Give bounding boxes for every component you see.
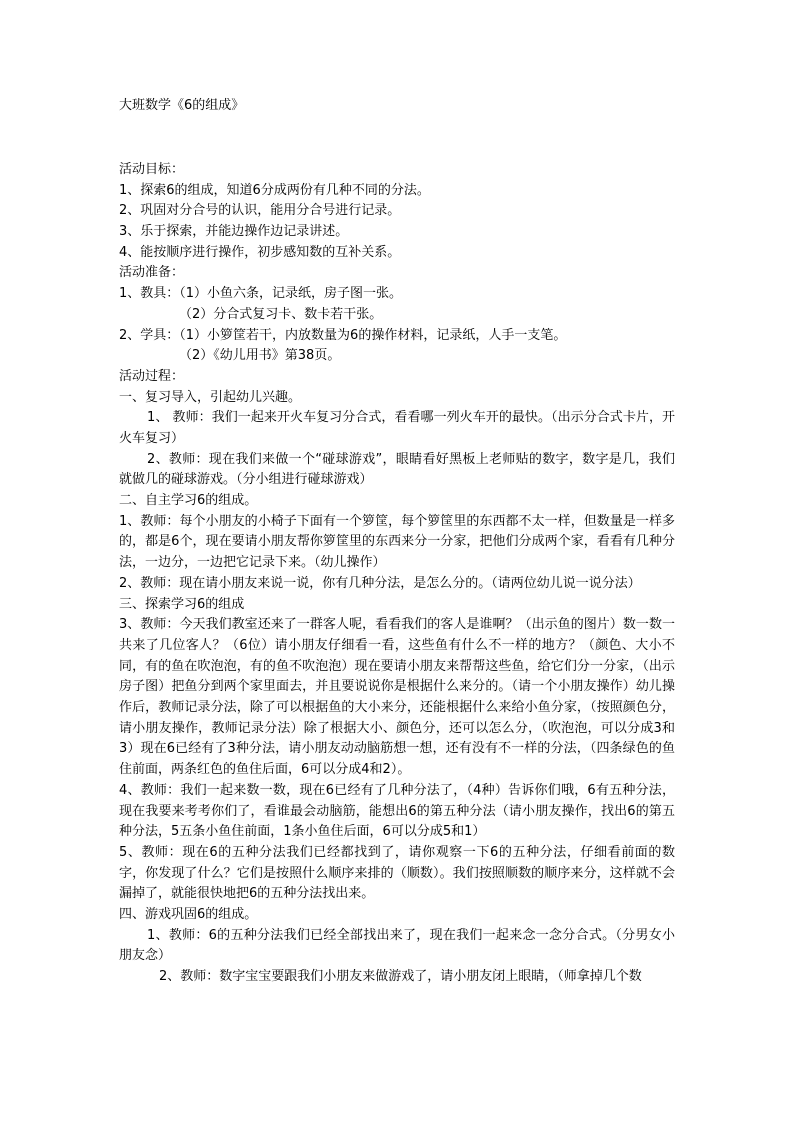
- paragraph: 2、教师：现在我们来做一个“碰球游戏”，眼睛看好黑板上老师贴的数字，数字是几，我们就做几的碰球游戏。（分小组进行碰球游戏）: [119, 451, 675, 488]
- paragraph: 5、教师：现在6的五种分法我们已经都找到了，请你观察一下6的五种分法，仔细看前面的数字，你发现了什么？它们是按照什么顺序来排的（顺数）。我们按照顺数的顺序来分，这样就不会漏掉了，就能很快地把6的五种分法找出来。: [119, 844, 675, 902]
- goal-item: 1、探索6的组成，知道6分成两份有几种不同的分法。: [119, 182, 430, 198]
- paragraph: 2、教师：现在请小朋友来说一说，你有几种分法，是怎么分的。（请两位幼儿说一说分法）: [119, 575, 641, 591]
- document-title: 大班数学《6的组成》: [119, 98, 245, 113]
- goal-item: 3、乐于探索，并能边操作边记录讲述。: [119, 224, 349, 240]
- section-heading: 一、复习导入，引起幼儿兴趣。: [119, 389, 302, 405]
- section-heading: 二、自主学习6的组成。: [119, 493, 258, 509]
- goal-item: 4、能按顺序进行操作，初步感知数的互补关系。: [119, 244, 401, 260]
- section-heading: 三、探索学习6的组成: [119, 596, 245, 612]
- prep-item: 1、教具：（1）小鱼六条，记录纸，房子图一张。: [119, 286, 403, 302]
- prep-item: （2）分合式复习卡、数卡若干张。: [179, 306, 383, 322]
- paragraph: 2、教师：数字宝宝要跟我们小朋友来做游戏了，请小朋友闭上眼睛，（师拿掉几个数: [159, 969, 642, 985]
- section-heading: 四、游戏巩固6的组成。: [119, 907, 258, 923]
- goals-heading: 活动目标：: [119, 162, 185, 177]
- process-heading: 活动过程：: [119, 368, 185, 384]
- paragraph: 1、教师：6的五种分法我们已经全部找出来了，现在我们一起来念一念分合式。（分男女小朋友念）: [119, 927, 675, 964]
- paragraph: 4、教师：我们一起来数一数，现在6已经有了几种分法了，（4种）告诉你们哦，6有五种分法，现在我要来考考你们了，看谁最会动脑筋，能想出6的第五种分法（请小朋友操作，找出6的第五种分法，5五条小鱼住前面，1条小鱼住后面，6可以分成5和1）: [119, 782, 675, 840]
- paragraph: 3、教师：今天我们教室还来了一群客人呢，看看我们的客人是谁啊？（出示鱼的图片）数一数一共来了几位客人？（6位）请小朋友仔细看一看，这些鱼有什么不一样的地方？（颜色、大小不同，有的鱼在吹泡泡，有的鱼不吹泡泡）现在要请小朋友来帮帮这些鱼，给它们分一分家，（出示房子图）把鱼分到两个家里面去，并且要说说你是根据什么来分的。（请一个小朋友操作）幼儿操作后，教师记录分法，除了可以根据鱼的大小来分，还能根据什么来给小鱼分家，（按照颜色分，请小朋友操作，教师记录分法）除了根据大小、颜色分，还可以怎么分，（吹泡泡，可以分成3和3）现在6已经有了3种分法，请小朋友动动脑筋想一想，还有没有不一样的分法，（四条绿色的鱼住前面，两条红色的鱼住后面，6可以分成4和2）。: [119, 617, 675, 778]
- paragraph: 1、 教师：我们一起来开火车复习分合式，看看哪一列火车开的最快。（出示分合式卡片，开火车复习）: [119, 410, 675, 446]
- prep-heading: 活动准备：: [119, 265, 185, 281]
- prep-item: 2、学具：（1）小箩筐若干，内放数量为6的操作材料，记录纸，人手一支笔。: [119, 327, 567, 343]
- paragraph: 1、教师：每个小朋友的小椅子下面有一个箩筐，每个箩筐里的东西都不太一样，但数量是一样多的，都是6个，现在要请小朋友帮你箩筐里的东西来分一分家，把他们分成两个家，看看有几种分法，一边分，一边把它记录下来。（幼儿操作）: [119, 513, 675, 571]
- prep-item: （2）《幼儿用书》第38页。: [179, 348, 341, 364]
- document-body: [119, 160, 675, 988]
- goal-item: 2、巩固对分合号的认识，能用分合号进行记录。: [119, 203, 401, 219]
